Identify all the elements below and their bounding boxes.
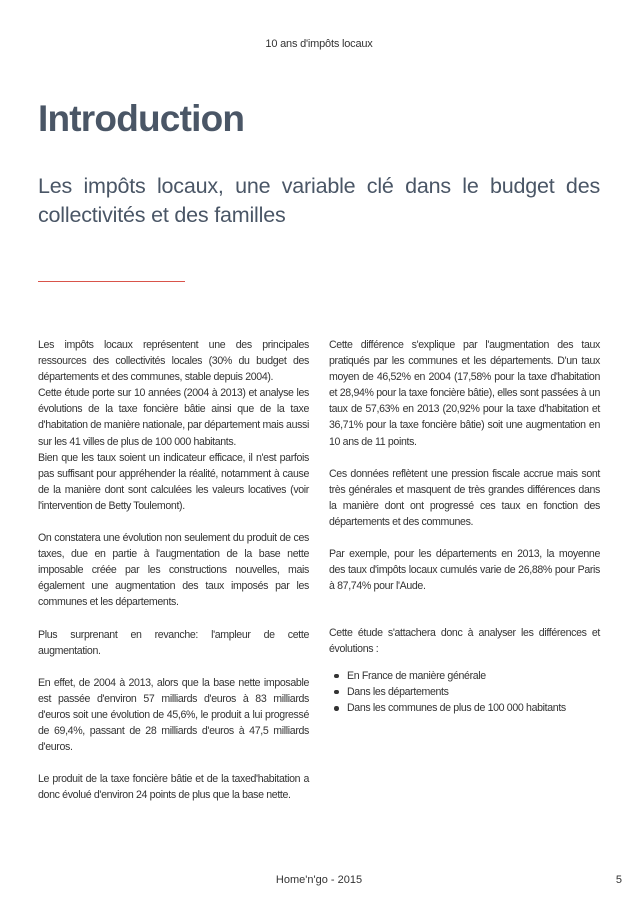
- footer-label: Home'n'go - 2015: [275, 874, 363, 886]
- list-item-label: Dans les départements: [347, 685, 449, 698]
- paragraph: Par exemple, pour les départements en 2013, la moyenne des taux d'impôts locaux cumulés varie de 26,88% pour Paris à 87,74% pour l'Aude.: [329, 548, 600, 593]
- paragraph: On constatera une évolution non seulement du produit de ces taxes, due en partie à l'augmentation de la base nette imposable créée par les constructions nouvelles, mais également une augmentation des taux imposés par les communes et les départements.: [38, 532, 309, 609]
- paragraph: Ces données reflètent une pression fiscale accrue mais sont très générales et masquent de très grandes différences dans la manière dont ont progressé ces taux en fonction des départements et des communes.: [329, 467, 600, 528]
- section-divider: [38, 281, 185, 282]
- left-column: [38, 337, 309, 803]
- right-column: [329, 337, 600, 716]
- paragraph: Plus surprenant en revanche: l'ampleur de cette augmentation.: [38, 628, 309, 657]
- list-item: [329, 684, 600, 700]
- list-item: [329, 668, 600, 684]
- page-number: 5: [615, 874, 622, 886]
- page-subtitle: Les impôts locaux, une variable clé dans le budget des collectivités et des familles: [38, 174, 600, 227]
- paragraph: Cette étude porte sur 10 années (2004 à 2013) et analyse les évolutions de la taxe foncière bâtie ainsi que de la taxe d'habitation de manière nationale, par département mais aussi sur les 41 villes de plus de 100 000 habitants.: [38, 387, 310, 448]
- bullet-icon: [334, 690, 339, 695]
- paragraph: Cette différence s'explique par l'augmentation des taux pratiqués par les communes et les départements. D'un taux moyen de 46,52% en 2004 (17,58% pour la taxe d'habitation et 28,94% pour la taxe foncière bâtie), elles sont passées à un taux de 57,63% en 2013 (20,92% pour la taxe d'habitation et 36,71% pour la taxe foncière bâtie) soit une augmentation en 10 ans de 11 points.: [329, 339, 600, 448]
- paragraph: Les impôts locaux représentent une des principales ressources des collectivités locales (30% du budget des départements et des communes, stable depuis 2004).: [38, 339, 309, 384]
- page-title: Introduction: [38, 98, 245, 139]
- bullet-icon: [334, 706, 339, 711]
- running-header: 10 ans d'impôts locaux: [265, 38, 373, 50]
- paragraph: Le produit de la taxe foncière bâtie et de la taxed'habitation a donc évolué d'environ 24 points de plus que la base nette.: [38, 773, 309, 802]
- evolution-list: [329, 668, 600, 717]
- paragraph: Bien que les taux soient un indicateur efficace, il n'est parfois pas suffisant pour appréhender la réalité, notamment à cause de la manière dont sont calculées les valeurs locatives (voir l'intervention de Betty Toulemont).: [38, 451, 309, 512]
- paragraph: En effet, de 2004 à 2013, alors que la base nette imposable est passée d'environ 57 milliards d'euros à 83 milliards d'euros soit une évolution de 45,6%, le produit a lui progressé de 69,4%, passant de 28 milliards d'euros à 47,5 milliards d'euros.: [38, 676, 309, 754]
- paragraph: Cette étude s'attachera donc à analyser les différences et évolutions :: [329, 627, 600, 656]
- bullet-icon: [334, 674, 339, 679]
- list-item: [329, 700, 600, 716]
- list-item-label: En France de manière générale: [347, 669, 486, 682]
- list-item-label: Dans les communes de plus de 100 000 habitants: [347, 702, 566, 715]
